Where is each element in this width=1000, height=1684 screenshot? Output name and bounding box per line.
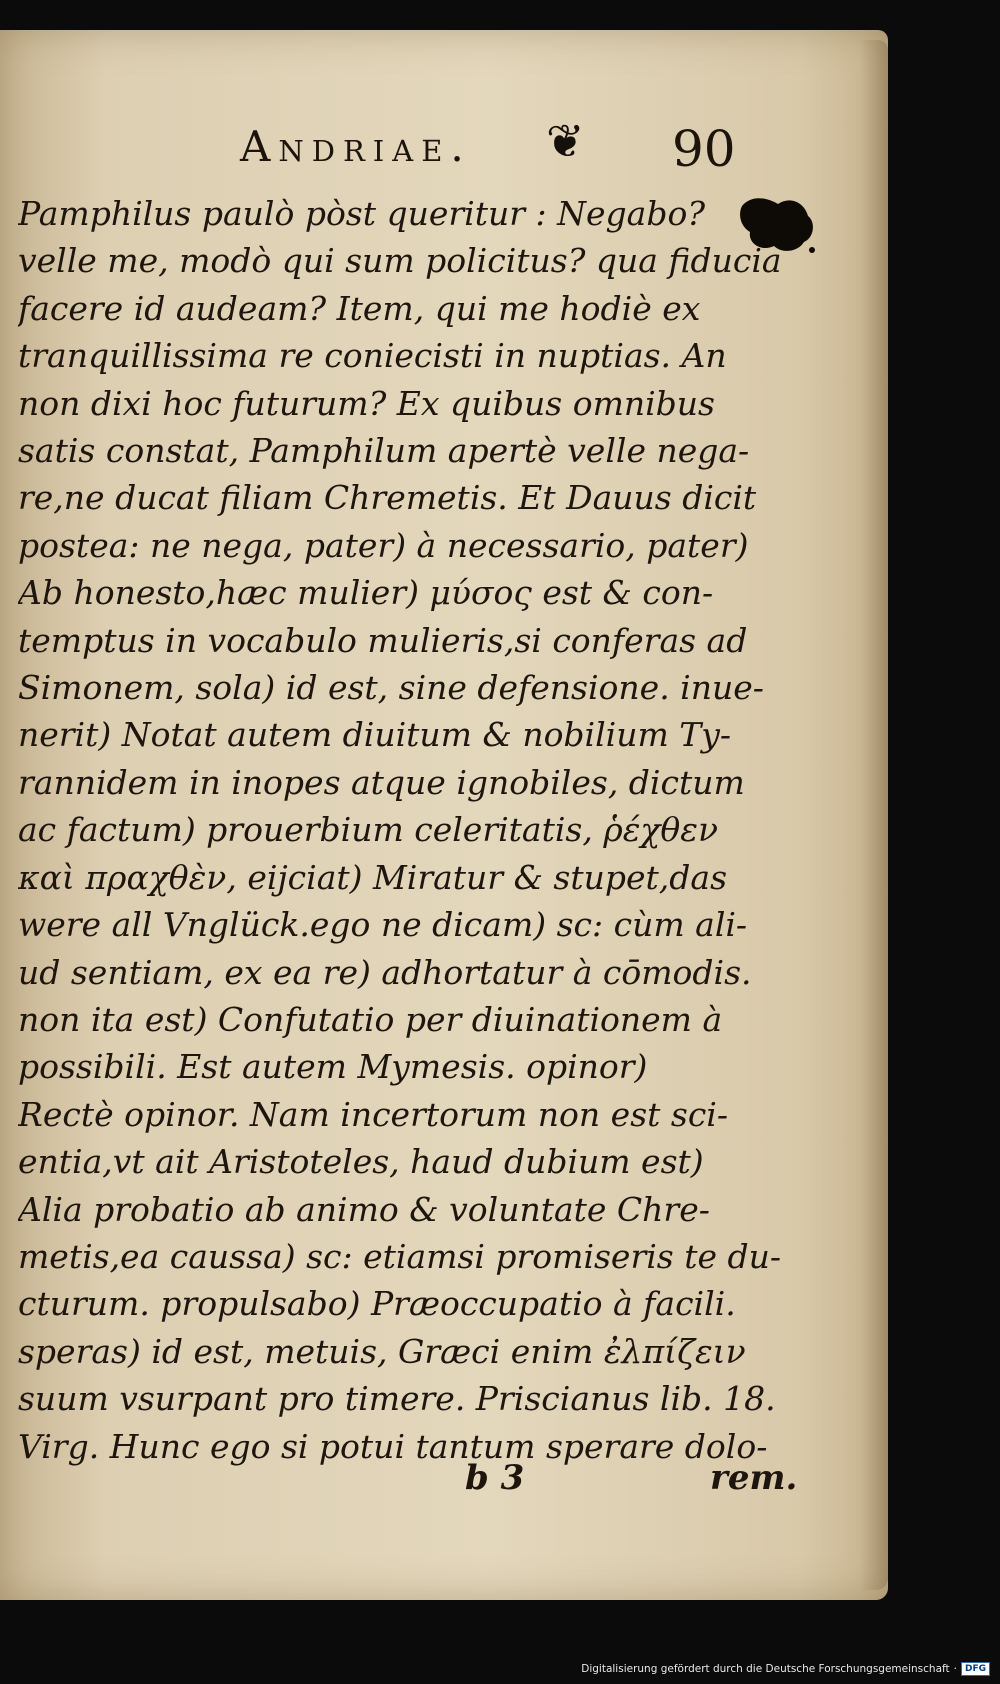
text-line: nerit) Notat autem diuitum & nobilium Ty- — [18, 715, 732, 755]
text-line: were all Vnglück.ego ne dicam) sc: cùm ali- — [18, 905, 748, 945]
text-line: cturum. propulsabo) Præoccupatio à facili. — [18, 1284, 736, 1324]
text-line: speras) id est, metuis, Græci enim ἐλπίζειν — [18, 1331, 746, 1371]
text-line: Alia probatio ab animo & voluntate Chre- — [18, 1189, 710, 1229]
text-line: satis constat, Pamphilum apertè velle nega- — [18, 431, 750, 471]
text-line: facere id audeam? Item, qui me hodiè ex — [18, 288, 701, 328]
catchword: rem. — [710, 1458, 798, 1498]
text-line: Simonem, sola) id est, sine defensione. inue- — [18, 668, 764, 708]
book-page — [0, 30, 888, 1600]
text-line: ac factum) prouerbium celeritatis, ῥέχθεν — [18, 810, 719, 850]
text-line: καὶ πραχθὲν, eijciat) Miratur & stupet,das — [18, 857, 728, 897]
text-line: re,ne ducat filiam Chremetis. Et Dauus dicit — [18, 478, 757, 518]
running-title: Andriae. — [240, 122, 472, 171]
text-line: metis,ea caussa) sc: etiamsi promiseris te du- — [18, 1236, 782, 1276]
text-line: tranquillissima re coniecisti in nuptias. An — [18, 336, 727, 376]
text-line: non ita est) Confutatio per diuinationem à — [18, 999, 723, 1039]
text-line: rannidem in inopes atque ignobiles, dictum — [18, 762, 745, 802]
text-line: Rectè opinor. Nam incertorum non est sci- — [18, 1094, 728, 1134]
signature-mark: b 3 — [465, 1458, 525, 1498]
text-line: suum vsurpant pro timere. Priscianus lib. 18. — [18, 1379, 776, 1419]
text-line: non dixi hoc futurum? Ex quibus omnibus — [18, 383, 715, 423]
digitization-credit: Digitalisierung gefördert durch die Deutsche Forschungsgemeinschaft · DFG — [581, 1662, 990, 1676]
text-line: velle me, modò qui sum policitus? qua fiducia — [18, 241, 782, 281]
text-line: possibili. Est autem Mymesis. opinor) — [18, 1047, 648, 1087]
page-number: 90 — [672, 120, 736, 178]
text-line: Ab honesto,hæc mulier) μύσος est & con- — [18, 573, 714, 613]
text-line: entia,vt ait Aristoteles, haud dubium est) — [18, 1142, 704, 1182]
dfg-logo-icon: DFG — [961, 1662, 990, 1676]
commentary-text — [18, 190, 848, 1470]
text-line: Virg. Hunc ego si potui tantum sperare dolo- — [18, 1426, 768, 1466]
text-line: temptus in vocabulo mulieris,si conferas ad — [18, 620, 748, 660]
text-line: postea: ne nega, pater) à necessario, pater) — [18, 525, 749, 565]
flower-ornament-icon: ❦ — [546, 114, 585, 168]
text-line: Pamphilus paulò pòst queritur : Negabo? — [18, 194, 706, 233]
credit-text: Digitalisierung gefördert durch die Deutsche Forschungsgemeinschaft — [581, 1663, 950, 1675]
text-line: ud sentiam, ex ea re) adhortatur à cōmodis. — [18, 952, 752, 992]
